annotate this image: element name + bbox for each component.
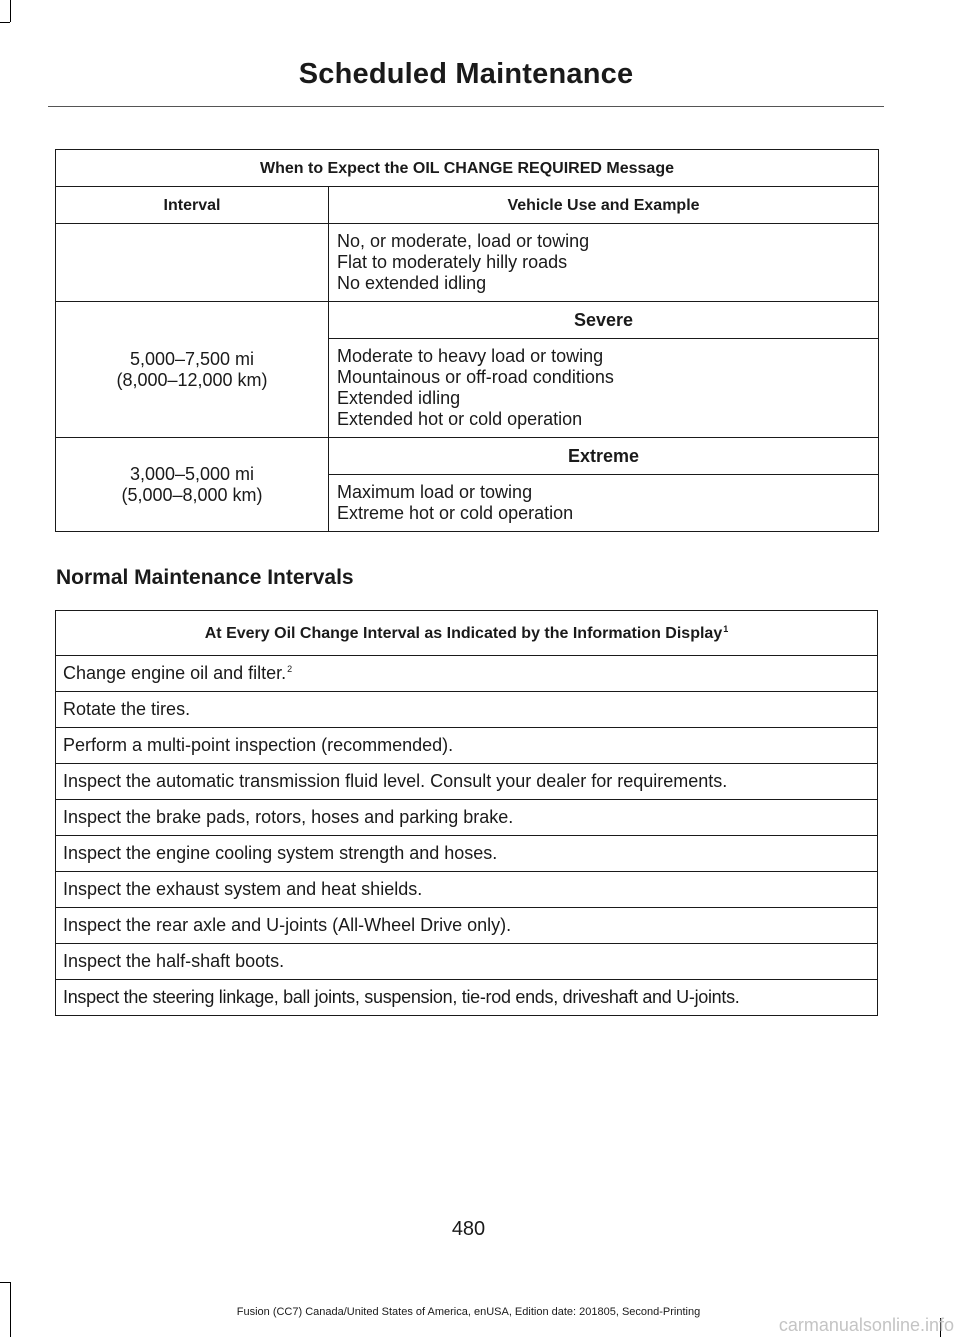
maint-table-caption — [56, 611, 878, 656]
column-header-vehicle-use: Vehicle Use and Example — [329, 187, 879, 224]
use-line: No, or moderate, load or towing — [337, 231, 590, 251]
crop-mark-bottom-left-h — [0, 1282, 10, 1283]
maint-item: Inspect the brake pads, rotors, hoses and parking brake. — [56, 800, 878, 836]
use-line: Extended idling — [337, 388, 461, 408]
use-cell-severe — [329, 339, 879, 438]
interval-cell-severe — [56, 302, 329, 438]
table-row-extreme-heading — [56, 438, 879, 475]
use-line: Moderate to heavy load or towing — [337, 346, 604, 366]
table-row — [56, 980, 878, 1016]
interval-cell-extreme — [56, 438, 329, 532]
maint-item: Inspect the exhaust system and heat shields. — [56, 872, 878, 908]
table-row — [56, 908, 878, 944]
maint-item: Inspect the automatic transmission fluid level. Consult your dealer for requirements. — [56, 764, 878, 800]
maintenance-intervals-table — [55, 610, 878, 1016]
table-row-normal — [56, 224, 879, 302]
use-cell-extreme — [329, 475, 879, 532]
table-row — [56, 692, 878, 728]
use-line: No extended idling — [337, 273, 487, 293]
crop-mark-top-left-h — [0, 22, 10, 23]
page-number: 480 — [451, 1218, 486, 1240]
footnote-marker: 1 — [723, 623, 729, 634]
category-severe: Severe — [329, 302, 879, 339]
watermark: carmanualsonline.info — [778, 1315, 954, 1335]
use-line: Flat to moderately hilly roads — [337, 252, 568, 272]
caption-text: At Every Oil Change Interval as Indicated by the Information Display — [204, 624, 723, 642]
use-line: Extreme hot or cold operation — [337, 503, 574, 523]
maint-item-text: Change engine oil and filter. — [63, 663, 287, 683]
oil-change-message-table — [55, 149, 879, 532]
edition-footer: Fusion (CC7) Canada/United States of America, enUSA, Edition date: 201805, Second-Printing — [236, 1306, 701, 1318]
category-extreme: Extreme — [329, 438, 879, 475]
maint-item: Inspect the half-shaft boots. — [56, 944, 878, 980]
interval-miles: 3,000–5,000 mi — [129, 463, 255, 484]
maint-item — [56, 656, 878, 692]
interval-km: (5,000–8,000 km) — [121, 484, 263, 505]
table-row — [56, 656, 878, 692]
table-row-severe-heading — [56, 302, 879, 339]
table-row — [56, 764, 878, 800]
interval-miles: 5,000–7,500 mi — [129, 348, 255, 369]
use-line: Mountainous or off-road conditions — [337, 367, 614, 387]
section-heading: Normal Maintenance Intervals — [56, 566, 354, 589]
table-row — [56, 944, 878, 980]
table-row — [56, 728, 878, 764]
table-row — [56, 836, 878, 872]
use-cell-normal — [329, 224, 879, 302]
page-title: Scheduled Maintenance — [298, 58, 634, 90]
crop-mark-top-left — [10, 0, 11, 22]
use-line: Maximum load or towing — [337, 482, 533, 502]
maint-item: Perform a multi-point inspection (recommended). — [56, 728, 878, 764]
interval-cell-normal — [56, 224, 329, 302]
table-row — [56, 800, 878, 836]
interval-km: (8,000–12,000 km) — [116, 369, 268, 390]
table-row — [56, 872, 878, 908]
column-header-interval: Interval — [56, 187, 329, 224]
use-line: Extended hot or cold operation — [337, 409, 583, 429]
maint-item: Inspect the engine cooling system strength and hoses. — [56, 836, 878, 872]
footnote-marker: 2 — [287, 664, 293, 674]
oil-table-caption: When to Expect the OIL CHANGE REQUIRED Message — [56, 150, 879, 187]
maint-item: Inspect the rear axle and U-joints (All-Wheel Drive only). — [56, 908, 878, 944]
maint-item: Inspect the steering linkage, ball joints, suspension, tie-rod ends, driveshaft and U-joints. — [56, 980, 878, 1016]
title-divider — [48, 106, 884, 107]
maint-item: Rotate the tires. — [56, 692, 878, 728]
